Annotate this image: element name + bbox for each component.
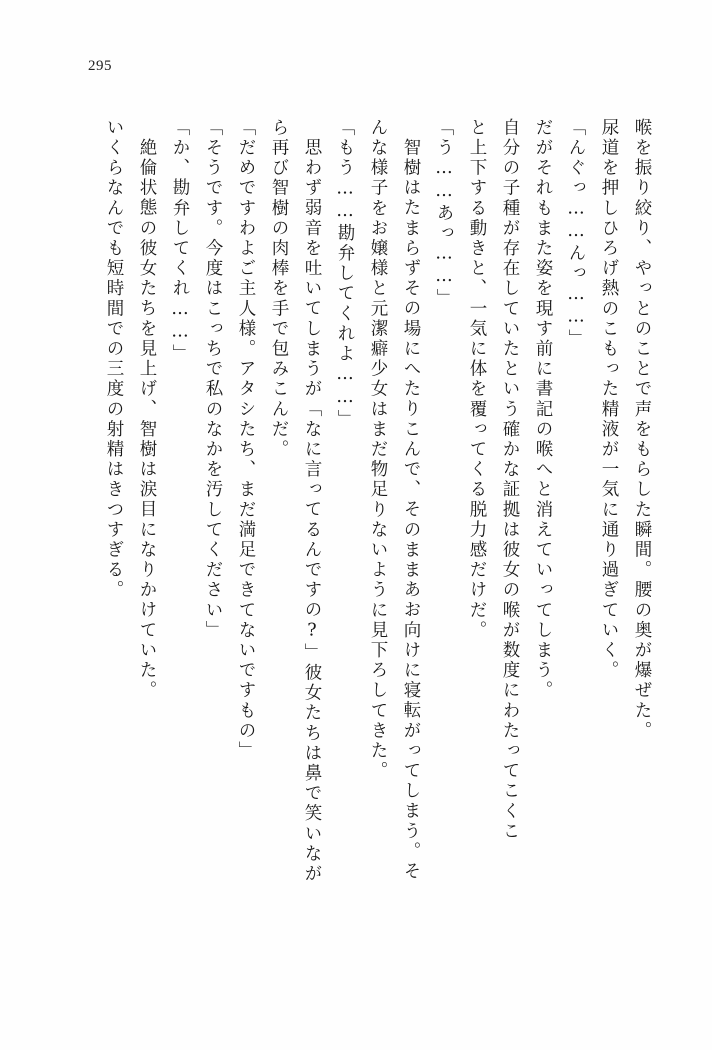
- text-line: だがそれもまた姿を現す前に書記の喉へと消えていってしまう。: [533, 118, 553, 701]
- text-line: 喉を振り絞り、やっとのことで声をもらした瞬間。腰の奥が爆ぜた。: [632, 118, 652, 742]
- text-line: 思わず弱音を吐いてしまうが「なに言ってるんですの?」彼女たちは鼻で笑いなが: [302, 138, 322, 885]
- vertical-text-body: [64, 118, 650, 998]
- text-line: 「か、勘弁してくれ……」: [170, 118, 190, 365]
- text-line: 尿道を押しひろげ熱のこもった精液が一気に通り過ぎていく。: [599, 118, 619, 681]
- text-line: 自分の子種が存在していたという確かな証拠は彼女の喉が数度にわたってこくこ: [500, 118, 520, 842]
- text-line: 「そうです。今度はこっちで私のなかを汚してください」: [203, 118, 223, 641]
- text-line: いくらなんでも短時間での三度の射精はきつすぎる。: [104, 118, 124, 601]
- text-line: 「だめですわよご主人様。アタシたち、まだ満足できてないですもの」: [236, 118, 256, 762]
- text-line: ら再び智樹の肉棒を手で包みこんだ。: [269, 118, 289, 460]
- text-line: 「んぐっ……んっ……」: [566, 118, 586, 350]
- text-line: 智樹はたまらずその場にへたりこんで、そのままあお向けに寝転がってしまう。そ: [401, 138, 421, 882]
- text-line: 絶倫状態の彼女たちを見上げ、智樹は涙目になりかけていた。: [137, 138, 157, 701]
- text-line: と上下する動きと、一気に体を覆ってくる脱力感だけだ。: [467, 118, 487, 641]
- page-number: 295: [88, 58, 112, 74]
- text-line: んな様子をお嬢様と元潔癖少女はまだ物足りないように見下ろしてきた。: [368, 118, 388, 782]
- text-line: 「う……あっ……」: [434, 118, 454, 309]
- text-line: 「もう……勘弁してくれよ……」: [335, 118, 355, 430]
